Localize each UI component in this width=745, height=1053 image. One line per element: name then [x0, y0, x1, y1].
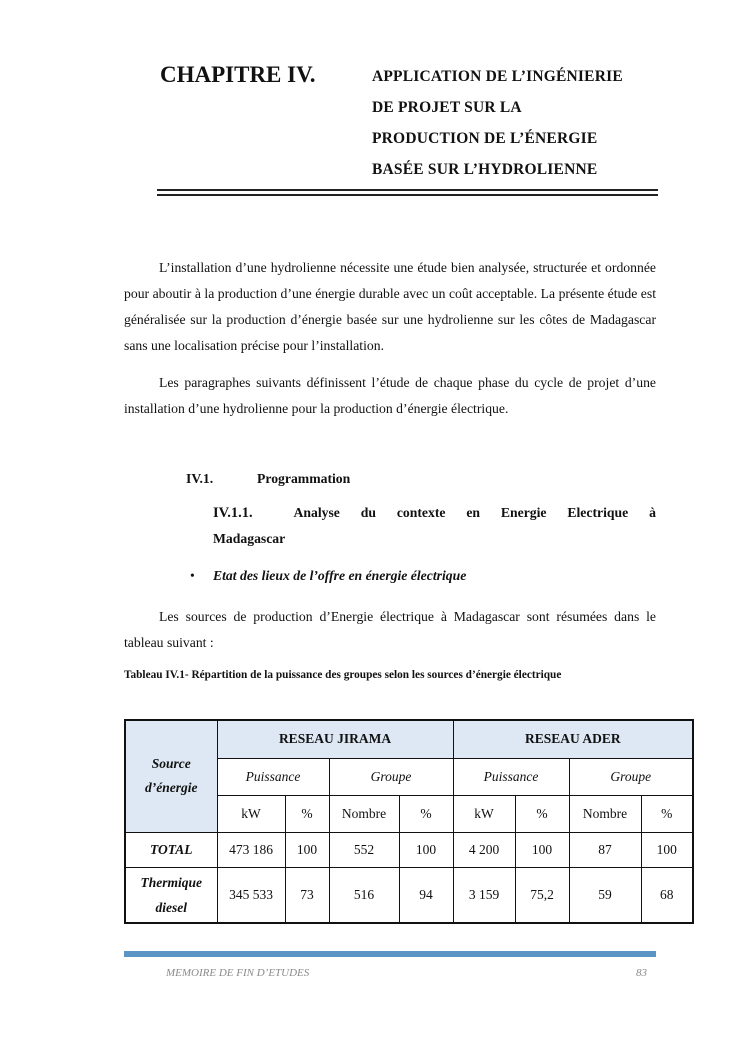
jirama-groupe-header: Groupe	[329, 758, 453, 795]
unit-header: %	[399, 795, 453, 832]
table-row	[125, 832, 693, 867]
section-title: Programmation	[257, 471, 351, 486]
table-cell: 59	[569, 867, 641, 923]
unit-header: Nombre	[569, 795, 641, 832]
table-cell: 100	[399, 832, 453, 867]
section-number: IV.1.	[186, 471, 214, 486]
bullet-icon: •	[190, 568, 195, 583]
energy-source-table	[124, 719, 694, 924]
ader-puissance-header: Puissance	[453, 758, 569, 795]
chapter-title-line-2: DE PROJET SUR LA	[372, 99, 522, 116]
intro-paragraph: L’installation d’une hydrolienne nécessite une étude bien analysée, structurée et ordonnée pour aboutir à la production d’une énergie durable avec un coût acceptable. La présente étude est généralisée sur la production d’énergie basée sur une hydrolienne sur les côtes de Madagascar sans une localisation précise pour l’installation.	[124, 260, 656, 353]
chapter-number: CHAPITRE IV.	[160, 62, 316, 87]
chapter-title-line-4: BASÉE SUR L’HYDROLIENNE	[372, 161, 598, 178]
table-cell: 73	[285, 867, 329, 923]
chapter-title-line-1: APPLICATION DE L’INGÉNIERIE	[372, 68, 623, 85]
subsection-heading	[213, 500, 656, 552]
bullet-item: Etat des lieux de l’offre en énergie électrique	[213, 568, 467, 583]
ader-groupe-header: Groupe	[569, 758, 693, 795]
table-cell: 4 200	[453, 832, 515, 867]
table-intro-paragraph: Les sources de production d’Energie électrique à Madagascar sont résumées dans le tableau suivant :	[124, 609, 656, 650]
unit-header: Nombre	[329, 795, 399, 832]
chapter-divider-bottom	[157, 194, 658, 196]
subsection-word: à	[649, 505, 656, 520]
table-caption: Tableau IV.1- Répartition de la puissance des groupes selon les sources d’énergie électrique	[124, 669, 562, 681]
unit-header: %	[515, 795, 569, 832]
table-cell: 516	[329, 867, 399, 923]
table-cell: 345 533	[217, 867, 285, 923]
chapter-divider-top	[157, 189, 658, 191]
table-cell: 100	[515, 832, 569, 867]
subsection-word: en	[466, 505, 481, 520]
source-header: Source d’énergie	[125, 720, 217, 832]
subsection-word: contexte	[396, 505, 446, 520]
network-ader-header: RESEAU ADER	[453, 720, 693, 758]
table-cell: 552	[329, 832, 399, 867]
table-cell: 75,2	[515, 867, 569, 923]
table-row	[125, 867, 693, 923]
chapter-title-line-3: PRODUCTION DE L’ÉNERGIE	[372, 130, 598, 147]
table-cell: 3 159	[453, 867, 515, 923]
table-cell: 100	[641, 832, 693, 867]
unit-header: kW	[217, 795, 285, 832]
subsection-word: du	[360, 505, 376, 520]
subsection-number: IV.1.1.	[213, 505, 253, 521]
table-cell: 94	[399, 867, 453, 923]
second-paragraph: Les paragraphes suivants définissent l’étude de chaque phase du cycle de projet d’une installation d’une hydrolienne pour la production d’énergie électrique.	[124, 375, 656, 416]
unit-header: %	[641, 795, 693, 832]
table-cell: 473 186	[217, 832, 285, 867]
footer-rule	[124, 951, 656, 957]
subsection-word: Energie	[500, 505, 547, 520]
network-jirama-header: RESEAU JIRAMA	[217, 720, 453, 758]
footer-title: MEMOIRE DE FIN D’ETUDES	[166, 967, 310, 979]
row-label: TOTAL	[125, 832, 217, 867]
subsection-word: Analyse	[293, 505, 340, 520]
table-cell: 87	[569, 832, 641, 867]
unit-header: %	[285, 795, 329, 832]
subsection-title-line-2: Madagascar	[213, 531, 286, 546]
page-number: 83	[636, 967, 647, 979]
jirama-puissance-header: Puissance	[217, 758, 329, 795]
table-cell: 100	[285, 832, 329, 867]
subsection-word: Electrique	[567, 505, 629, 520]
table-cell: 68	[641, 867, 693, 923]
unit-header: kW	[453, 795, 515, 832]
row-label: Thermique diesel	[125, 867, 217, 923]
